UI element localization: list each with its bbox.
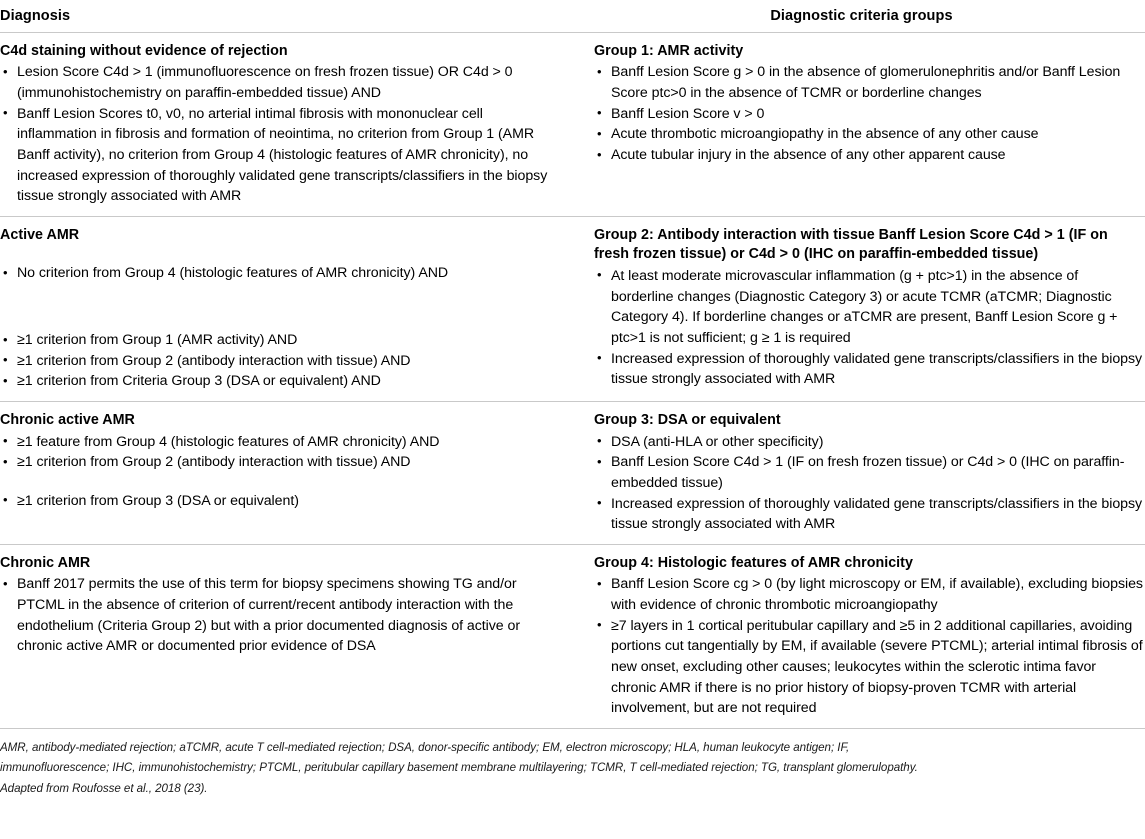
criteria-bullet-list [594,432,1143,535]
header-cell-diagnosis [0,8,578,24]
list-item: • ≥1 criterion from Group 3 (DSA or equivalent) [0,491,564,512]
column-header-diagnosis: Diagnosis [0,8,71,24]
criteria-group-title: Group 2: Antibody interaction with tissue Banff Lesion Score C4d > 1 (IF on fresh frozen tissue) or C4d > 0 (IHC on paraffin-embedded tissue) [594,227,1108,263]
footnote-line-3: Adapted from Roufosse et al., 2018 (23). [0,782,208,796]
row-4-criteria-cell [578,545,1145,728]
row-2-criteria-cell [578,217,1145,401]
criteria-bullet-list [594,574,1143,719]
list-item: • Acute thrombotic microangiopathy in the absence of any other cause [594,124,1143,145]
list-item: • Acute tubular injury in the absence of any other apparent cause [594,145,1143,166]
criteria-group-title: Group 3: DSA or equivalent [594,412,781,429]
diagnosis-title: Chronic active AMR [0,412,135,429]
list-item: • ≥1 criterion from Group 1 (AMR activity) AND [0,330,564,351]
row-4-diagnosis-cell [0,545,578,728]
footnote-line-1: AMR, antibody-mediated rejection; aTCMR, acute T cell-mediated rejection; DSA, donor-specific antibody; EM, electron microscopy; HLA, human leukocyte antigen; IF, [0,740,850,754]
diagnosis-bullet-list [0,574,564,657]
criteria-bullet-list [594,266,1143,390]
list-item: • ≥1 criterion from Group 2 (antibody interaction with tissue) AND [0,351,564,372]
table-header-row [0,0,1145,32]
criteria-group-title: Group 1: AMR activity [594,43,744,59]
list-item: • Banff 2017 permits the use of this term for biopsy specimens showing TG and/or PTCML in the absence of criterion of current/recent antibody interaction with the endothelium (Criteria Group 2) but with a prior documented diagnosis of active or chronic active AMR or documented prior evidence of DSA [0,574,564,657]
row-3-diagnosis-cell [0,402,578,544]
list-item: • DSA (anti-HLA or other specificity) [594,432,1143,453]
list-item: • No criterion from Group 4 (histologic features of AMR chronicity) AND [0,263,564,284]
table-row [0,33,1145,216]
list-item: • Banff Lesion Scores t0, v0, no arterial intimal fibrosis with mononuclear cell inflammation in fibrosis and formation of neointima, no criterion from Group 1 (AMR Banff activity), no criterion from Group 4 (histologic features of AMR chronicity), no increased expression of thoroughly validated gene transcripts/classifiers in the biopsy tissue strongly associated with AMR [0,104,564,207]
list-item: • ≥1 criterion from Criteria Group 3 (DSA or equivalent) AND [0,371,564,392]
list-item: • Banff Lesion Score v > 0 [594,104,1143,125]
table-row [0,402,1145,544]
row-2-diagnosis-cell [0,217,578,401]
footnote-line-2: immunofluorescence; IHC, immunohistochemistry; PTCML, peritubular capillary basement membrane multilayering; TCMR, T cell-mediated rejection; TG, transplant glomerulopathy. [0,761,918,775]
header-cell-criteria [578,8,1145,24]
list-item: • Lesion Score C4d > 1 (immunofluorescence on fresh frozen tissue) OR C4d > 0 (immunohistochemistry on paraffin-embedded tissue) AND [0,62,564,103]
list-item: • ≥7 layers in 1 cortical peritubular capillary and ≥5 in 2 additional capillaries, avoiding portions cut tangentially by EM, if available (severe PTCML); arterial intimal fibrosis of new onset, excluding other causes; leukocytes within the sclerotic intima favor chronic AMR if there is no prior history of biopsy-proven TCMR with arterial involvement, but are not required [594,616,1143,719]
list-item: • Increased expression of thoroughly validated gene transcripts/classifiers in the biopsy tissue strongly associated with AMR [594,494,1143,535]
diagnosis-bullet-list [0,263,564,392]
list-item: • Banff Lesion Score cg > 0 (by light microscopy or EM, if available), excluding biopsies with evidence of chronic thrombotic microangiopathy [594,574,1143,615]
list-item: • Increased expression of thoroughly validated gene transcripts/classifiers in the biopsy tissue strongly associated with AMR [594,349,1143,390]
table-footnote [0,729,1145,800]
diagnosis-title: C4d staining without evidence of rejection [0,43,288,59]
diagnosis-title: Chronic AMR [0,554,91,571]
criteria-bullet-list [594,62,1143,165]
diagnosis-title: Active AMR [0,227,80,244]
row-3-criteria-cell [578,402,1145,544]
list-item: • ≥1 feature from Group 4 (histologic features of AMR chronicity) AND [0,432,564,453]
list-item: • Banff Lesion Score g > 0 in the absence of glomerulonephritis and/or Banff Lesion Score ptc>0 in the absence of TCMR or borderline changes [594,62,1143,103]
criteria-group-title: Group 4: Histologic features of AMR chronicity [594,554,913,571]
diagnosis-bullet-list [0,432,564,512]
list-item: • Banff Lesion Score C4d > 1 (IF on fresh frozen tissue) or C4d > 0 (IHC on paraffin-embedded tissue) [594,452,1143,493]
table-row [0,217,1145,401]
row-1-diagnosis-cell [0,33,578,216]
diagnosis-bullet-list [0,62,564,207]
list-item: • ≥1 criterion from Group 2 (antibody interaction with tissue) AND [0,452,564,473]
table-row [0,545,1145,728]
list-item: • At least moderate microvascular inflammation (g + ptc>1) in the absence of borderline changes (Diagnostic Category 3) or acute TCMR (aTCMR; Diagnostic Category 4). If borderline changes or aTCMR are present, Banff Lesion Score g + ptc>1 is not sufficient; g ≥ 1 is required [594,266,1143,349]
row-1-criteria-cell [578,33,1145,216]
column-header-criteria-groups: Diagnostic criteria groups [770,8,953,24]
